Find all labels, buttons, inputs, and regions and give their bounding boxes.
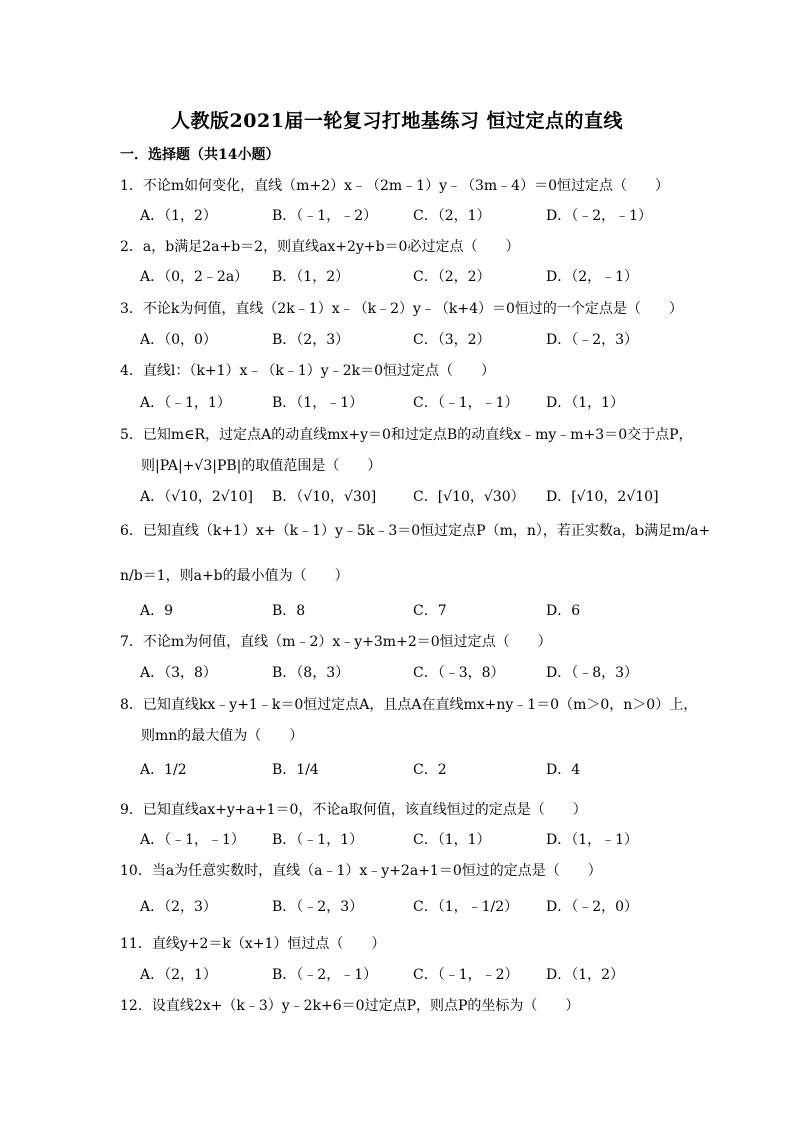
option-a: A．（2，3）: [140, 899, 217, 915]
question-5-stem-cont: 则|PA|+√3|PB|的取值范围是（ ）: [141, 458, 382, 474]
option-d: D．[√10，2√10]: [546, 489, 659, 505]
question-11-stem: 11．直线y+2＝k（x+1）恒过点（ ）: [120, 936, 386, 952]
option-c: C．7: [413, 603, 447, 619]
option-d: D．6: [546, 603, 581, 619]
option-b: B．（8，3）: [272, 665, 350, 681]
question-5-options: [140, 486, 700, 508]
option-a: A．（2，1）: [140, 967, 217, 983]
question-9-stem: 9．已知直线ax+y+a+1＝0，不论a取何值，该直线恒过的定点是（ ）: [120, 802, 587, 818]
question-3-options: [140, 329, 700, 351]
question-3-stem: 3．不论k为何值，直线（2k﹣1）x﹣（k﹣2）y﹣（k+4）＝0恒过的一个定点是（ ）: [120, 301, 683, 317]
option-b: B．8: [272, 603, 306, 619]
option-c: C．2: [413, 762, 447, 778]
option-a: A．（1，2）: [140, 208, 217, 224]
question-1-stem: 1．不论m如何变化，直线（m+2）x﹣（2m﹣1）y﹣（3m﹣4）＝0恒过定点（ ）: [120, 178, 669, 194]
option-c: C．（1，﹣1/2）: [413, 899, 519, 915]
question-4-options: [140, 392, 700, 414]
option-a: A．1/2: [140, 762, 187, 778]
question-10-options: [140, 896, 700, 918]
option-d: D．（﹣2，0）: [546, 899, 639, 915]
option-b: B．（﹣1，﹣2）: [272, 208, 378, 224]
option-c: C．（2，2）: [413, 269, 491, 285]
option-b: B．（﹣1，1）: [272, 832, 364, 848]
question-11-options: [140, 964, 700, 986]
option-a: A．（﹣1，﹣1）: [140, 832, 245, 848]
option-c: C．（1，1）: [413, 832, 491, 848]
option-b: B．（2，3）: [272, 332, 350, 348]
question-7-stem: 7．不论m为何值，直线（m﹣2）x﹣y+3m+2＝0恒过定点（ ）: [120, 634, 552, 650]
question-7-options: [140, 662, 700, 684]
question-4-stem: 4．直线l：（k+1）x﹣（k﹣1）y﹣2k＝0恒过定点（ ）: [120, 363, 495, 379]
option-d: D．（﹣8，3）: [546, 665, 639, 681]
option-a: A．（0，2﹣2a）: [140, 269, 249, 285]
option-a: A．（0，0）: [140, 332, 217, 348]
question-2-stem: 2．a，b满足2a+b＝2，则直线ax+2y+b＝0必过定点（ ）: [120, 239, 520, 255]
option-b: B．（1，2）: [272, 269, 350, 285]
option-c: C．（﹣1，﹣2）: [413, 967, 519, 983]
question-8-stem-cont: 则mn的最大值为（ ）: [141, 728, 304, 744]
option-d: D．（1，2）: [546, 967, 625, 983]
question-6-options: [140, 600, 700, 622]
option-b: B．1/4: [272, 762, 319, 778]
option-c: C．（﹣3，8）: [413, 665, 505, 681]
question-8-options: [140, 759, 700, 781]
option-d: D．4: [546, 762, 581, 778]
question-6-stem: 6．已知直线（k+1）x+（k﹣1）y﹣5k﹣3＝0恒过定点P（m，n），若正实数a，b满足m/a+: [120, 523, 711, 539]
question-10-stem: 10．当a为任意实数时，直线（a﹣1）x﹣y+2a+1＝0恒过的定点是（ ）: [120, 863, 602, 879]
option-d: D．（﹣2，﹣1）: [546, 208, 653, 224]
option-c: C．（﹣1，﹣1）: [413, 395, 519, 411]
question-5-stem: 5．已知m∈R，过定点A的动直线mx+y＝0和过定点B的动直线x﹣my﹣m+3＝0交于点P，: [120, 427, 693, 443]
section-heading: 一．选择题（共14小题）: [120, 147, 280, 163]
option-c: C．[√10，√30）: [413, 489, 525, 505]
option-d: D．（2，﹣1）: [546, 269, 639, 285]
page-title: 人教版2021届一轮复习打地基练习 恒过定点的直线: [171, 110, 623, 132]
option-b: B．（﹣2，﹣1）: [272, 967, 378, 983]
question-6-stem-cont: n/b＝1，则a+b的最小值为（ ）: [120, 568, 349, 584]
question-12-stem: 12．设直线2x+（k﹣3）y﹣2k+6＝0过定点P，则点P的坐标为（ ）: [120, 998, 580, 1014]
option-b: B．（√10，√30]: [272, 489, 377, 505]
option-d: D．（﹣2，3）: [546, 332, 639, 348]
question-1-options: [140, 205, 700, 227]
option-c: C．（3，2）: [413, 332, 491, 348]
option-a: A．（﹣1，1）: [140, 395, 231, 411]
option-b: B．（﹣2，3）: [272, 899, 364, 915]
option-d: D．（1，1）: [546, 395, 625, 411]
option-b: B．（1，﹣1）: [272, 395, 364, 411]
question-9-options: [140, 829, 700, 851]
option-a: A．（3，8）: [140, 665, 217, 681]
option-a: A．（√10，2√10]: [140, 489, 253, 505]
option-a: A．9: [140, 603, 174, 619]
question-8-stem: 8．已知直线kx﹣y+1﹣k＝0恒过定点A，且点A在直线mx+ny﹣1＝0（m＞0，n＞0）上，: [120, 697, 698, 713]
question-2-options: [140, 266, 700, 288]
option-c: C．（2，1）: [413, 208, 491, 224]
option-d: D．（1，﹣1）: [546, 832, 639, 848]
